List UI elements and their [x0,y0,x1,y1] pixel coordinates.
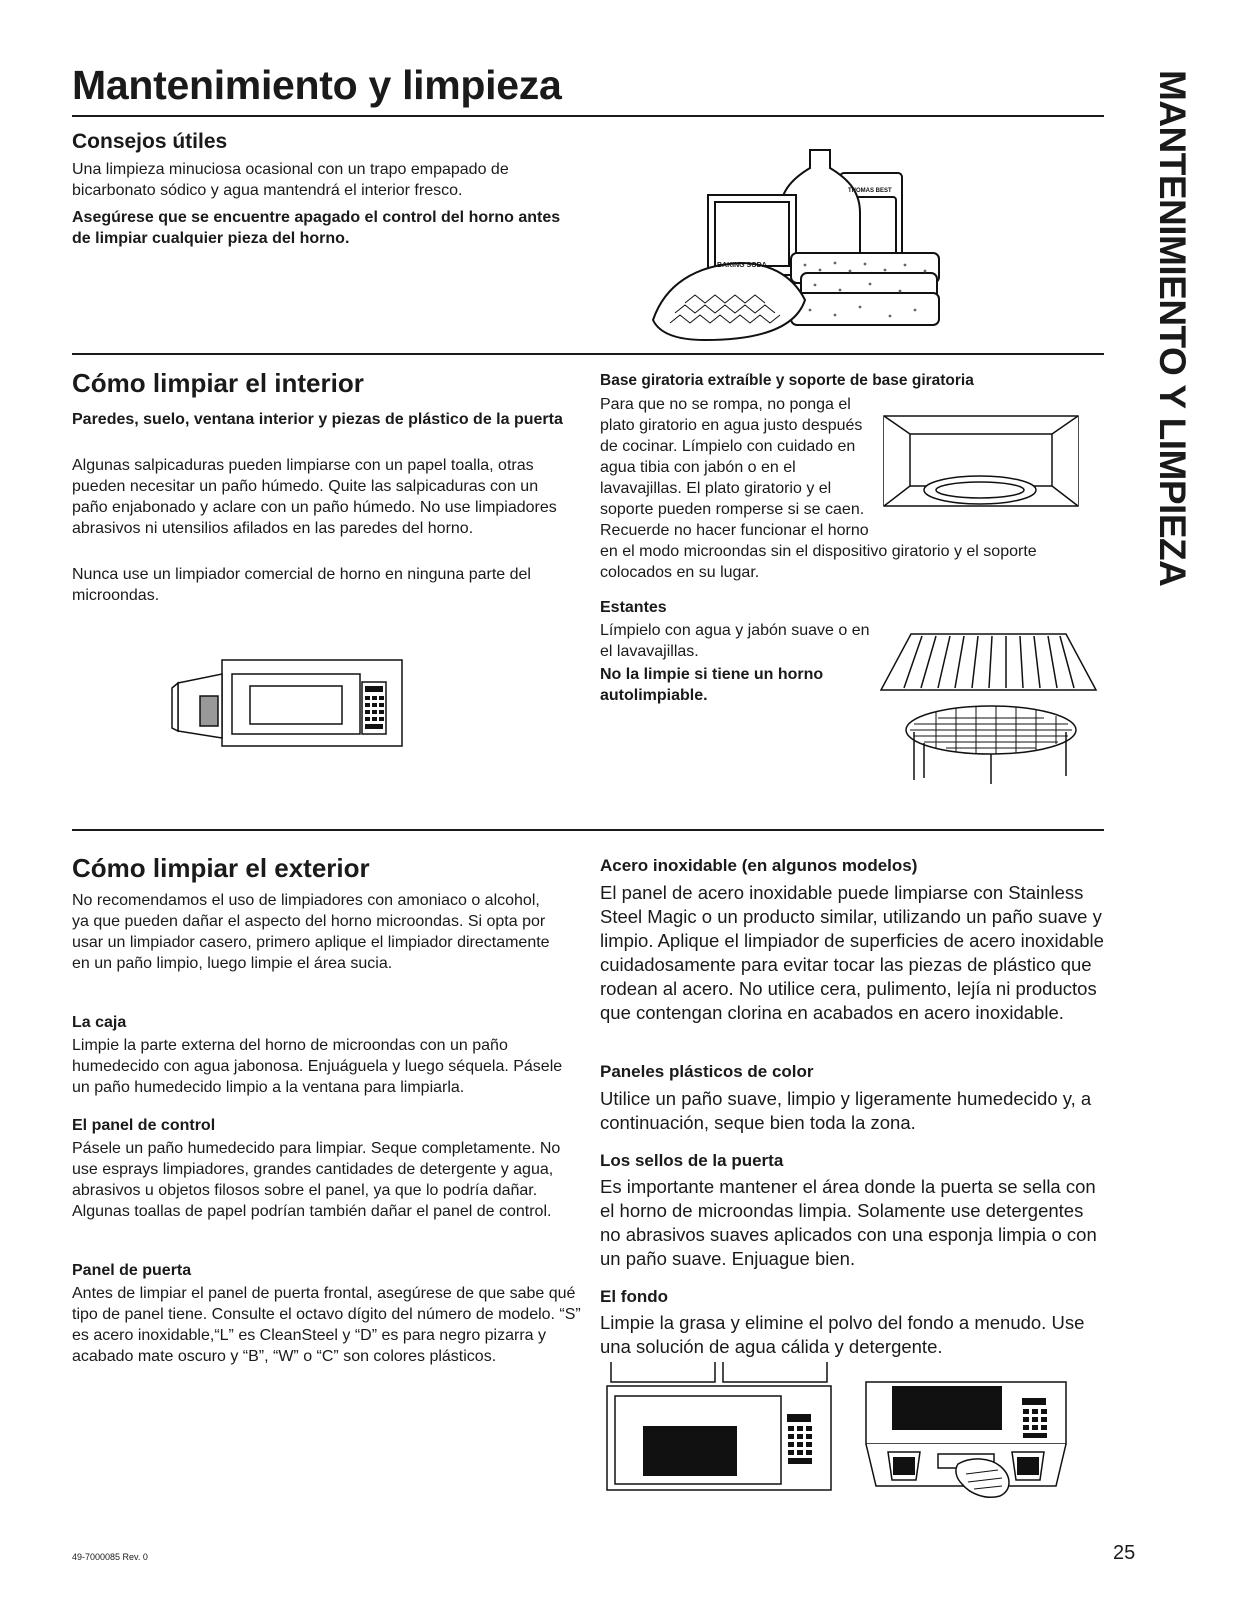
page-title: Mantenimiento y limpieza [72,62,562,108]
door-heading: Panel de puerta [72,1262,192,1279]
tips-warning: Asegúrese que se encuentre apagado el control del horno antes de limpiar cualquier pieza del horno. [72,209,561,247]
case-heading: La caja [72,1014,127,1031]
seals-heading: Los sellos de la puerta [600,1151,784,1170]
bottom-heading: El fondo [600,1287,668,1306]
cleaning-supplies-illustration [645,145,945,345]
walls-body-1: Algunas salpicaduras pueden limpiarse con un papel toalla, otras pueden necesitar un paño húmedo. Quite las salpicaduras con un paño enjabonado y aclare con un paño húmedo. No use limpiadores abrasivos ni utensilios afilados en las paredes del horno. [72,457,557,537]
walls-heading: Paredes, suelo, ventana interior y piezas de plástico de la puerta [72,411,563,428]
baking-soda-label: BAKING SODA [717,262,767,269]
shelves-heading: Estantes [600,599,667,616]
microwave-window-top [892,1386,1002,1430]
control-heading: El panel de control [72,1117,216,1134]
case-body: Limpie la parte externa del horno de microondas con un paño humedecido con agua jabonosa. Enjuáguela y luego séquela. Pásele un paño humedecido limpio a la ventana para limpiarla. [72,1037,563,1096]
microwave-open-door-illustration [170,658,405,753]
turntable-body-wide: en el modo microondas sin el dispositivo giratorio y el soporte colocados en su lugar. [600,543,1037,581]
tips-heading: Consejos útiles [72,130,228,153]
section-rule-exterior [72,829,1104,831]
microwave-window [643,1426,737,1476]
plastic-body: Utilice un paño suave, limpio y ligeramente humedecido y, a continuación, seque bien toda la zona. [600,1088,1092,1133]
stainless-body: El panel de acero inoxidable puede limpiarse con Stainless Steel Magic o un producto similar, utilizando un paño suave y limpio. Aplique el limpiador de superficies de acero inoxidable cuidadosamente para evitar tocar las piezas de plástico que rodean al acero. No utilice cera, pulimento, lejía ni productos que contengan clorina en acabados en acero inoxidable. [600,882,1104,1023]
turntable-body-narrow: Para que no se rompa, no ponga el plato giratorio en agua justo después de cocinar. Límpielo con cuidado en agua tibia con jabón o en el lavavajillas. El plato giratorio y el soporte pueden romperse si se caen. Recuerde no hacer funcionar el horno [600,396,869,539]
side-tab [1145,70,1195,650]
can-label: THOMAS BEST [848,188,892,194]
control-body: Pásele un paño humedecido para limpiar. Seque completamente. No use esprays limpiadores, grandes cantidades de detergente y agua, abrasivos u objetos filosos sobre el panel, ya que lo podría dañar. Algunas toallas de papel podrían también dañar el panel de control. [72,1140,561,1220]
door-body: Antes de limpiar el panel de puerta frontal, asegúrese de que sabe qué tipo de panel tiene. Consulte el octavo dígito del número de modelo. “S” es acero inoxidable,“L” es CleanSteel y “D” es para negro pizarra y acabado mate oscuro y “B”, “W” o “C” son colores plásticos. [72,1285,581,1365]
shelves-illustration [876,628,1101,786]
walls-body-2: Nunca use un limpiador comercial de horno en ninguna parte del microondas. [72,566,531,604]
turntable-heading: Base giratoria extraíble y soporte de base giratoria [600,372,974,389]
footer-code: 49-7000085 Rev. 0 [72,1552,148,1562]
microwave-bottom-illustration [862,1380,1077,1500]
shelves-warning: No la limpie si tiene un horno autolimpiable. [600,666,824,704]
seals-body: Es importante mantener el área donde la puerta se sella con el horno de microondas limpia. Solamente use detergentes no abrasivos suaves aplicados con una esponja limpia o con un paño suave. Enjuague bien. [600,1176,1097,1269]
microwave-front-illustration [605,1360,835,1490]
exterior-heading: Cómo limpiar el exterior [72,853,370,883]
cloth-shape [653,263,805,340]
title-rule [72,115,1104,117]
tips-body: Una limpieza minuciosa ocasional con un trapo empapado de bicarbonato sódico y agua mantendrá el interior fresco. [72,161,509,199]
turntable-illustration [882,414,1082,510]
interior-heading: Cómo limpiar el interior [72,368,364,398]
page-number: 25 [1113,1542,1136,1564]
exterior-intro: No recomendamos el uso de limpiadores con amoniaco o alcohol, ya que pueden dañar el aspecto del horno microondas. Si opta por usar un limpiador casero, primero aplique el limpiador directamente en un paño limpio, luego limpie el área sucia. [72,892,550,972]
bottom-body: Limpie la grasa y elimine el polvo del fondo a menudo. Use una solución de agua cálida y detergente. [600,1312,1085,1357]
shelves-body: Límpielo con agua y jabón suave o en el lavavajillas. [600,622,870,660]
plastic-heading: Paneles plásticos de color [600,1062,814,1081]
side-tab-label: MANTENIMIENTO Y LIMPIEZA [1152,70,1193,587]
section-rule-interior [72,353,1104,355]
stainless-heading: Acero inoxidable (en algunos modelos) [600,856,918,875]
